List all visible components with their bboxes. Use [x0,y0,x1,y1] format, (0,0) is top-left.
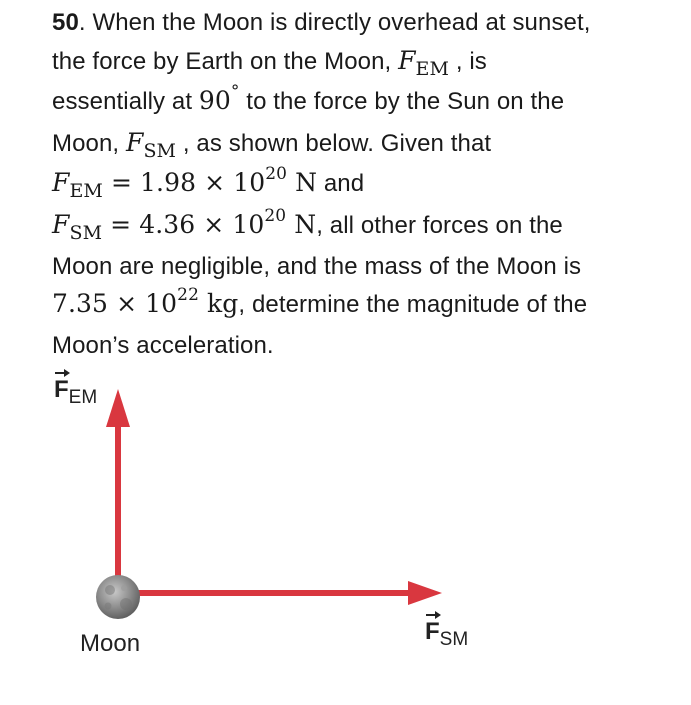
line-8-tail: , determine the magnitude of the [238,291,588,319]
f-sm-eq-subscript: SM [69,221,103,244]
newton-unit: N [295,168,318,198]
f-em-exponent: 20 [265,164,288,185]
fem-arrow [106,389,130,596]
f-sm-exponent: 20 [264,205,287,226]
mass-mantissa: 7.35 [52,289,109,319]
f-em-subscript: EM [415,57,450,80]
degree-symbol: ° [230,82,240,103]
ten-base-3: 10 [145,289,178,319]
fsm-label-subscript: SM [439,629,469,650]
f-em-eq-letter: F [52,168,70,198]
times-sign-2: × [203,209,225,239]
fem-arrow-shaft [115,420,121,596]
f-sm-mantissa: 4.36 [139,209,196,239]
line-2-text: the force by Earth on the Moon, [52,47,399,75]
ten-base: 10 [233,168,266,198]
f-em-letter: F [398,45,416,75]
f-em-eq-subscript: EM [69,180,103,203]
angle-number: 90 [198,86,231,116]
line-2-tail: , is [449,47,487,75]
f-sm-subscript: SM [143,139,177,162]
problem-number: 50 [52,9,79,36]
problem-line-1-text: . When the Moon is directly overhead at sunset, [78,9,591,36]
ten-base-2: 10 [232,209,265,239]
newton-unit-2: N [294,209,317,239]
f-sm-letter: F [125,127,144,157]
fsm-label-letter: F [425,618,440,645]
kg-unit: kg [207,289,239,319]
fsm-arrow-shaft [118,590,418,596]
fsm-arrow-head [408,581,442,605]
and-text: and [317,170,365,198]
f-em-mantissa: 1.98 [140,168,197,198]
moon-label: Moon [80,630,141,657]
line-3-text: essentially at [52,88,199,116]
fem-arrow-head [106,389,130,427]
times-sign: × [204,168,226,198]
line-7-text: Moon are negligible, and the mass of the Moon is [52,252,582,280]
equals-sign-2: = [110,209,132,239]
moon-icon [96,575,140,619]
line-6-tail: , all other forces on the [316,211,563,239]
line-9-text: Moon’s acceleration. [52,331,274,359]
fem-label-subscript: EM [68,387,98,408]
times-sign-3: × [116,289,138,319]
fsm-arrow [118,581,442,605]
mass-exponent: 22 [177,285,199,306]
fem-label-letter: F [54,376,69,403]
equals-sign: = [110,168,133,198]
f-sm-eq-letter: F [52,209,70,239]
line-4-tail: , as shown below. Given that [176,129,492,157]
line-4-text: Moon, [52,129,126,157]
line-3-tail: to the force by the Sun on the [239,88,565,116]
